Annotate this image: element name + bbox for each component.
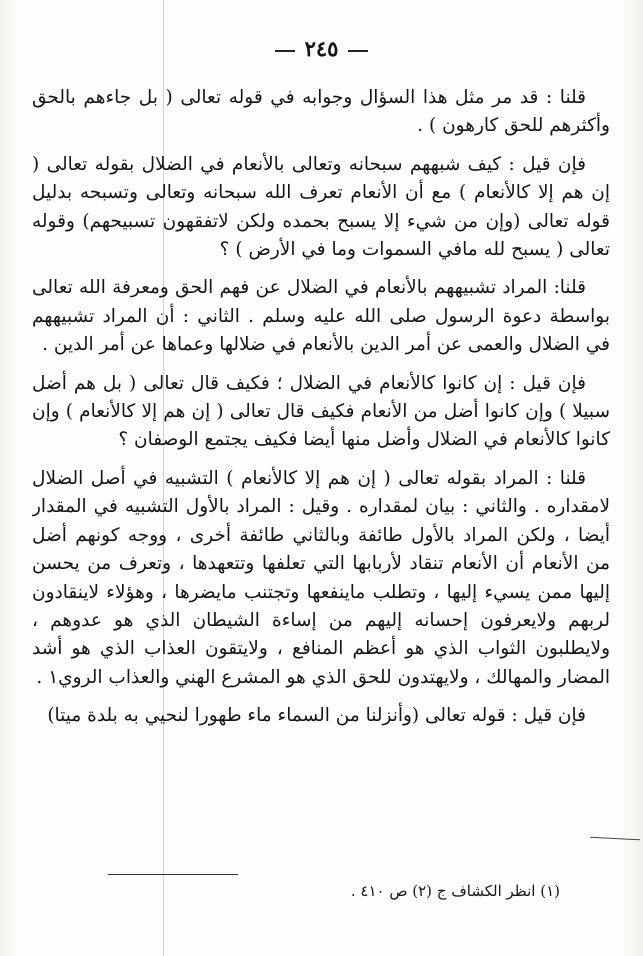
paragraph-2: فإن قيل : كيف شبههم سبحانه وتعالى بالأنعام في الضلال بقوله تعالى ( إن هم إلا كالأنعام ) مع أن الأنعام تعرف الله سبحانه وتعالى وتسبحه بدليل قوله تعالى (وإن من شيء إلا يسبح بحمده ولكن لاتفقهون تسبيحهم) وقوله تعالى ( يسبح لله مافي السموات وما في الأرض ) ؟ — [32, 153, 610, 261]
footnote: (١) انظر الكشاف ج (٢) ص ٤١٠ . — [350, 882, 560, 900]
page-header — [0, 36, 643, 61]
paragraph-4: فإن قيل : إن كانوا كالأنعام في الضلال ؛ فكيف قال تعالى ( بل هم أضل سبيلا ) وإن كانوا أضل من الأنعام فكيف قال تعالى ( إن هم إلا كالأنعام ) وإن كانوا كالأنعام في الضلال وأضل منها أيضا فكيف يجتمع الوصفان ؟ — [32, 372, 610, 451]
page-body — [32, 84, 610, 741]
footnote-separator — [108, 874, 238, 875]
page-number: ٢٤٥ — [304, 36, 339, 61]
header-dash-left — [275, 50, 295, 52]
paragraph-6: فإن قيل : قوله تعالى (وأنزلنا من السماء ماء طهورا لنحيي به بلدة ميتا) — [47, 705, 586, 727]
header-dash-right — [348, 50, 368, 52]
margin-mark — [590, 837, 640, 841]
paragraph-1: قلنا : قد مر مثل هذا السؤال وجوابه في قوله تعالى ( بل جاءهم بالحق وأكثرهم للحق كارهون ) . — [32, 87, 610, 137]
paragraph-5: قلنا : المراد بقوله تعالى ( إن هم إلا كالأنعام ) التشبيه في أصل الضلال لامقداره . والثاني : بيان لمقداره . وقيل : المراد بالأول التشبيه في المقدار أيضا ، ولكن المراد بالأول طائفة وبالثاني طائفة أخرى ، ووجه كونهم أضل من الأنعام أن الأنعام تنقاد لأربابها التي تعلفها وتتعهدها ، وتعرف من يحسن إليها ممن يسيء إليها ، وتطلب ماينفعها وتجتنب مايضرها ، وهؤلاء لاينقادون لربهم ولايعرفون إحسانه إليهم من إساءة الشيطان الذي هو عدوهم ، ولايطلبون الثواب الذي هو أعظم المنافع ، ولايتقون العذاب الذي هو أشد المضار والمهالك ، ولايهتدون للحق الذي هو المشرع الهني والعذاب الروي١ . — [32, 467, 610, 688]
paragraph-3: قلنا: المراد تشبيههم بالأنعام في الضلال عن فهم الحق ومعرفة الله تعالى بواسطة دعوة الرسول صلى الله عليه وسلم . الثاني : أن المراد تشبيههم في الضلال والعمى عن أمر الدين بالأنعام في ضلالها وعماها عن أمر الدين . — [32, 277, 610, 356]
